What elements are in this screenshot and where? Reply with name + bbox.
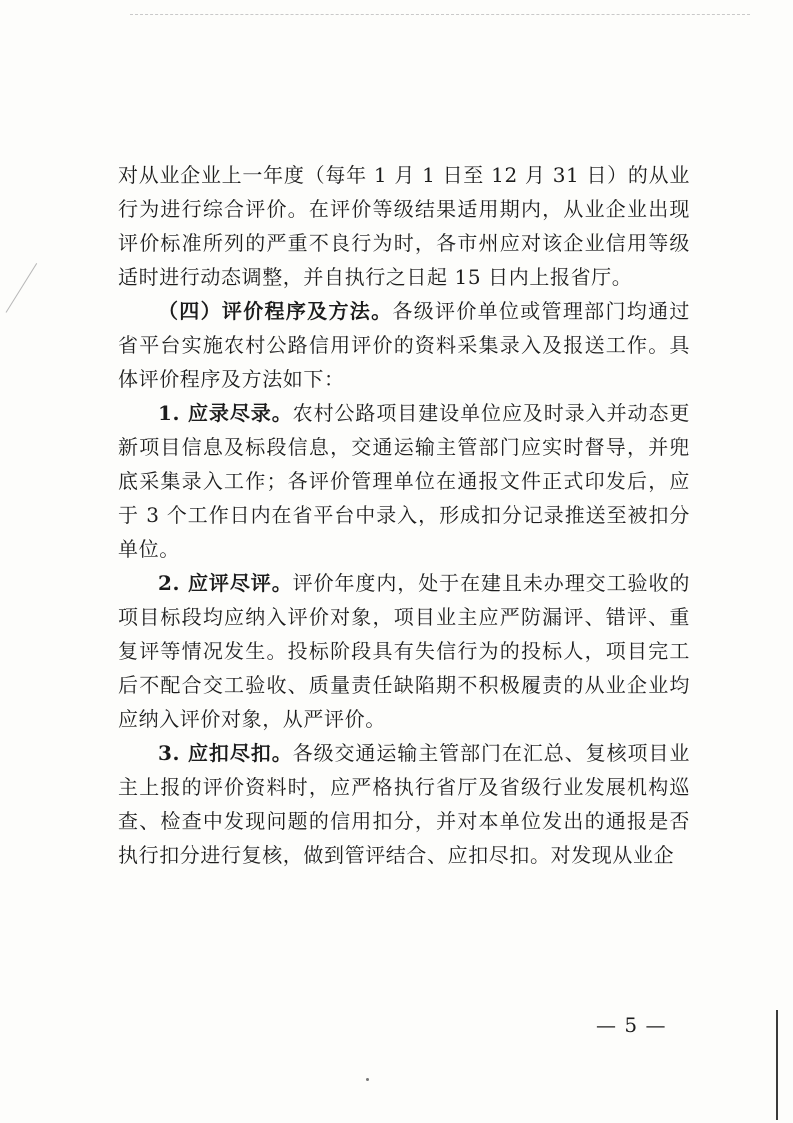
- paragraph-4-text: 评价年度内，处于在建且未办理交工验收的项目标段均应纳入评价对象，项目业主应严防漏评、错评、重复评等情况发生。投标阶段具有失信行为的投标人，项目完工后不配合交工验收、质量责任缺陷期不积极履责的从业企业均应纳入评价对象，从严评价。: [118, 571, 690, 731]
- item-heading-3: 3. 应扣尽扣。: [158, 741, 293, 765]
- paragraph-2-text: 各级评价单位或管理部门均通过省平台实施农村公路信用评价的资料采集录入及报送工作。具体评价程序及方法如下：: [118, 299, 690, 391]
- paragraph-5: [118, 736, 690, 872]
- scan-artifact-mark: [6, 263, 38, 313]
- paragraph-3: [118, 396, 690, 566]
- scan-artifact-dot: [366, 1078, 369, 1081]
- body-text: [118, 158, 690, 872]
- paragraph-1-text: 对从业企业上一年度（每年 1 月 1 日至 12 月 31 日）的从业行为进行综合评价。在评价等级结果适用期内，从业企业出现评价标准所列的严重不良行为时，各市州应对该企业信用等级适时进行动态调整，并自执行之日起 15 日内上报省厅。: [118, 163, 690, 289]
- paragraph-2: [118, 294, 690, 396]
- item-heading-2: 2. 应评尽评。: [158, 571, 293, 595]
- scan-artifact-line: [130, 14, 750, 15]
- paragraph-3-text: 农村公路项目建设单位应及时录入并动态更新项目信息及标段信息，交通运输主管部门应实时督导，并兜底采集录入工作；各评价管理单位在通报文件正式印发后，应于 3 个工作日内在省平台中录入，形成扣分记录推送至被扣分单位。: [118, 401, 690, 561]
- paragraph-1: [118, 158, 690, 294]
- paragraph-4: [118, 566, 690, 736]
- scan-artifact-edge: [776, 1010, 778, 1120]
- item-heading-1: 1. 应录尽录。: [158, 401, 293, 425]
- paragraph-5-text: 各级交通运输主管部门在汇总、复核项目业主上报的评价资料时，应严格执行省厅及省级行业发展机构巡查、检查中发现问题的信用扣分，并对本单位发出的通报是否执行扣分进行复核，做到管评结合、应扣尽扣。对发现从业企: [118, 741, 690, 867]
- section-heading-four: （四）评价程序及方法。: [158, 299, 393, 323]
- page-number: — 5 —: [596, 1013, 667, 1037]
